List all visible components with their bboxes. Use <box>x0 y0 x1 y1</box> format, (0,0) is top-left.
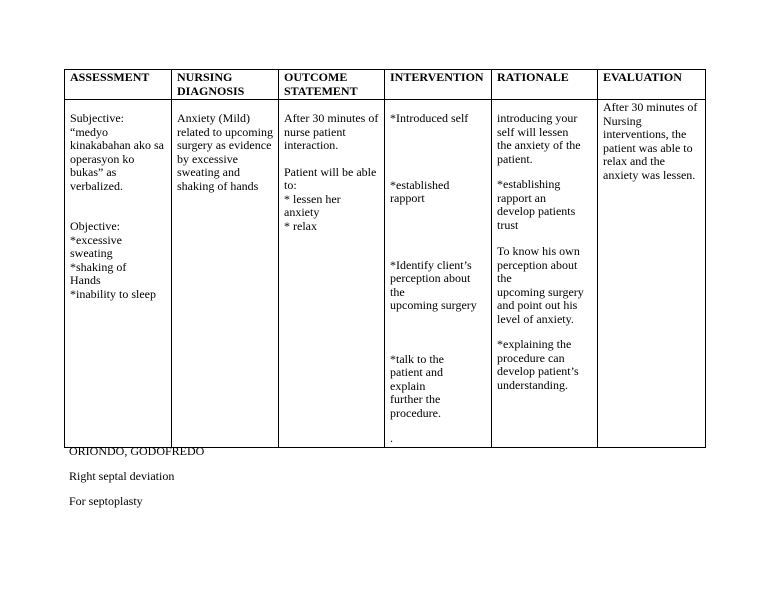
rationale-cell <box>492 100 598 448</box>
header-outcome-statement: OUTCOME STATEMENT <box>279 70 385 100</box>
assessment-subjective: Subjective: “medyo kinakabahan ako sa operasyon ko bukas” as verbalized. <box>70 111 164 193</box>
intervention-3: *Identify client’s perception about the upcoming surgery <box>390 257 477 312</box>
assessment-objective: Objective: *excessive sweating *shaking of Hands *inability to sleep <box>70 219 156 301</box>
assessment-cell <box>65 100 172 448</box>
rationale-2: *establishing rapport an develop patients trust <box>497 177 576 232</box>
patient-diagnosis: Right septal deviation <box>69 469 175 483</box>
evaluation-text: After 30 minutes of Nursing interventions, the patient was able to relax and the anxiety was lessen. <box>603 100 698 182</box>
outcome-statement-cell <box>279 100 385 448</box>
outcome-timeframe: After 30 minutes of nurse patient interaction. <box>284 111 379 152</box>
nursing-diagnosis-text: Anxiety (Mild) related to upcoming surgery as evidence by excessive sweating and shaking of hands <box>177 111 273 193</box>
table-body-row <box>65 100 706 448</box>
intervention-2: *established rapport <box>390 177 450 205</box>
intervention-5: . <box>390 431 393 445</box>
rationale-4: *explaining the procedure can develop patient’s understanding. <box>497 337 579 392</box>
rationale-3: To know his own perception about the upcoming surgery and point out his level of anxiety. <box>497 244 584 326</box>
header-nursing-diagnosis: NURSING DIAGNOSIS <box>172 70 279 100</box>
intervention-cell <box>385 100 492 448</box>
patient-procedure: For septoplasty <box>69 494 143 508</box>
evaluation-cell <box>598 100 706 448</box>
nursing-care-plan-table <box>64 69 706 448</box>
intervention-4: *talk to the patient and explain further the procedure. <box>390 351 444 420</box>
intervention-1: *Introduced self <box>390 111 469 125</box>
header-evaluation: EVALUATION <box>598 70 706 100</box>
table-header-row <box>65 70 706 100</box>
rationale-1: introducing your self will lessen the anxiety of the patient. <box>497 111 581 166</box>
header-rationale: RATIONALE <box>492 70 598 100</box>
nursing-diagnosis-cell <box>172 100 279 448</box>
header-intervention: INTERVENTION <box>385 70 492 100</box>
outcome-goals: Patient will be able to: * lessen her anxiety * relax <box>284 164 377 233</box>
patient-name: ORIONDO, GODOFREDO <box>69 444 205 458</box>
header-assessment: ASSESSMENT <box>65 70 172 100</box>
